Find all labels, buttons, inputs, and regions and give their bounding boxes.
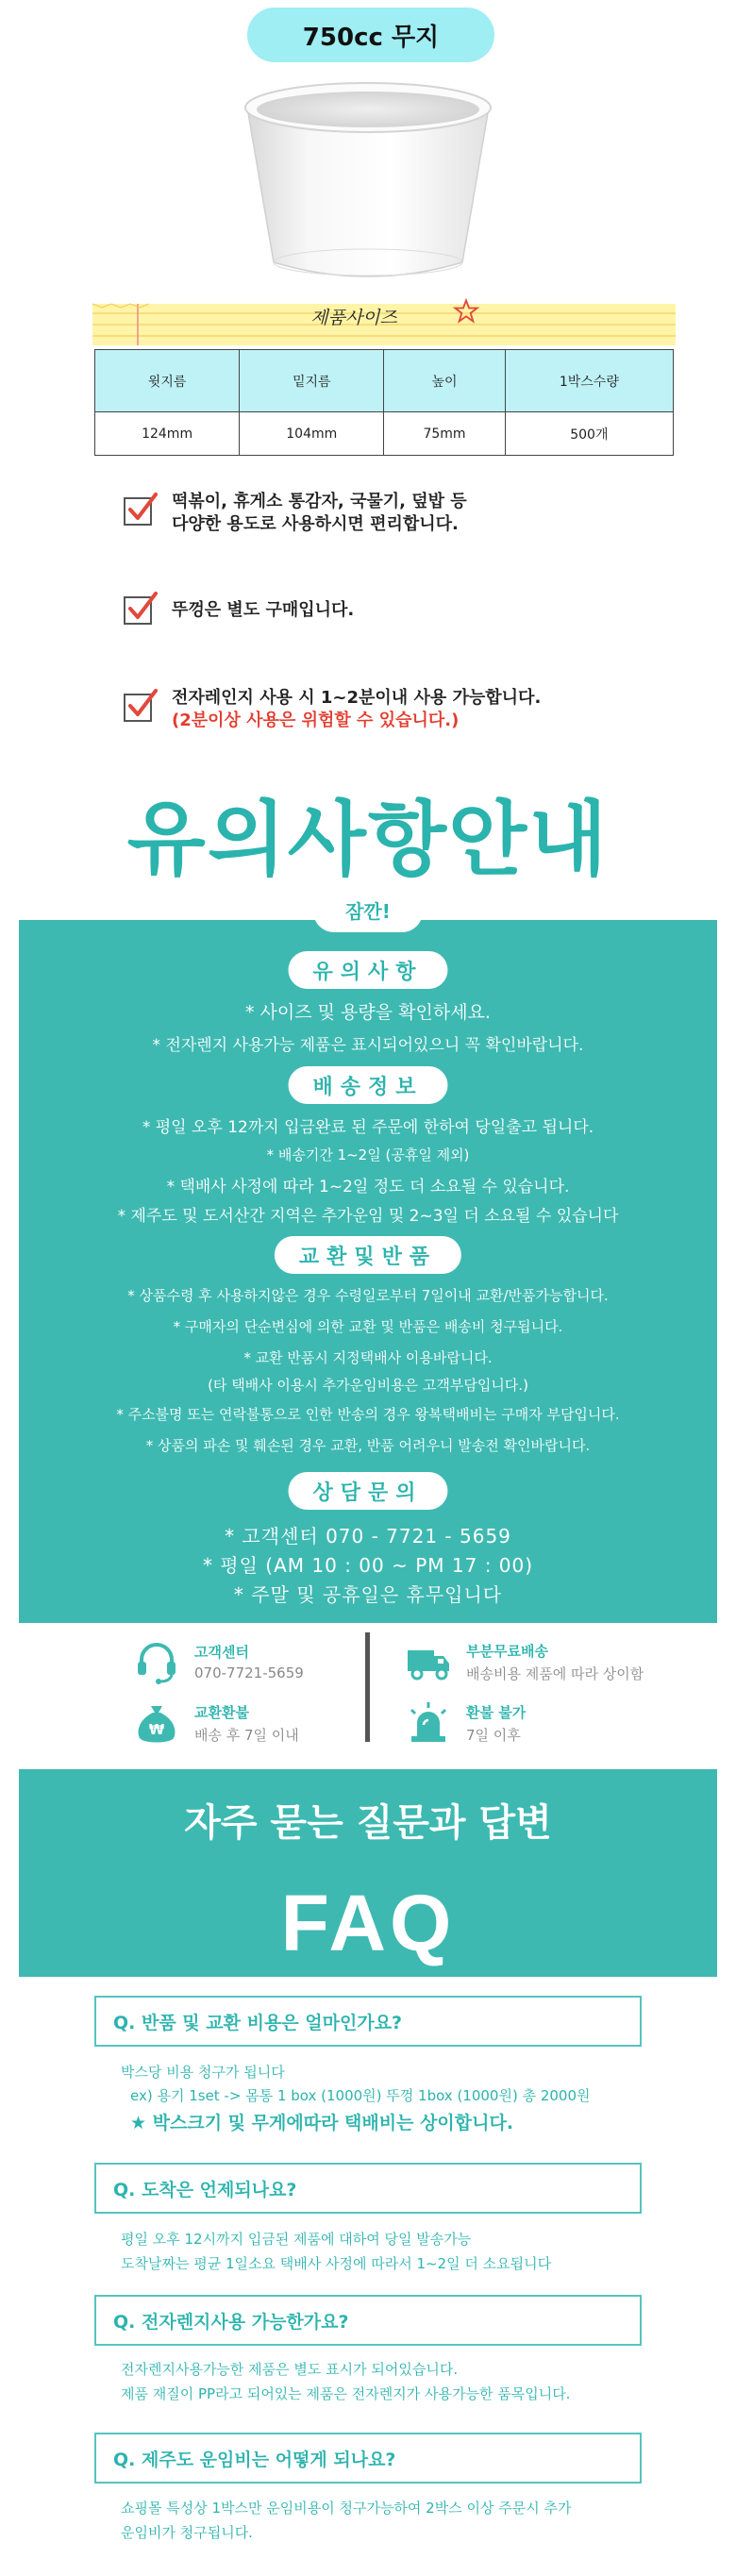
note-text: 전자레인지 사용 시 1~2분이내 사용 가능합니다. xyxy=(172,688,542,708)
notice-line: * 주소불명 또는 연락불통으로 인한 반송의 경우 왕복택배비는 구매자 부담입니다. xyxy=(116,1406,620,1423)
faq-question-microwave[interactable]: Q. 전자렌지사용 가능한가요? xyxy=(94,2295,642,2346)
note-text: 떡볶이, 휴게소 통감자, 국물기, 덮밥 등 xyxy=(172,492,467,511)
size-label: 제품사이즈 xyxy=(310,308,397,328)
faq-answer: 전자렌지사용가능한 제품은 별도 표시가 되어있습니다. xyxy=(121,2361,459,2378)
info-no-refund xyxy=(404,1698,526,1748)
notice-heading: 유의사항안내 xyxy=(126,793,610,887)
info-title: 고객센터 xyxy=(194,1644,249,1661)
siren-icon xyxy=(404,1698,453,1748)
section-title-shipping: 배송정보 xyxy=(288,1066,447,1104)
faq-answer: 쇼핑몰 특성상 1박스만 운임비용이 청구가능하여 2박스 이상 주문시 추가 xyxy=(121,2500,572,2517)
star-icon xyxy=(453,298,479,325)
info-customer-center xyxy=(132,1637,304,1686)
notice-line: * 사이즈 및 용량을 확인하세요. xyxy=(245,1002,491,1023)
checkbox-checked-icon xyxy=(123,491,159,527)
info-divider xyxy=(365,1632,370,1742)
money-bag-icon xyxy=(132,1698,181,1748)
attention-tag: 잠깐! xyxy=(313,887,423,932)
checkbox-checked-icon xyxy=(123,590,159,626)
svg-text:₩: ₩ xyxy=(148,1721,165,1738)
section-title-return: 교환및반품 xyxy=(275,1236,461,1274)
faq-answer: 평일 오후 12시까지 입금된 제품에 대하여 당일 발송가능 xyxy=(121,2231,472,2248)
faq-subtitle: 자주 묻는 질문과 답변 xyxy=(184,1801,552,1845)
notice-line: * 평일 오후 12까지 입금완료 된 주문에 한하여 당일출고 됩니다. xyxy=(142,1118,594,1137)
checkbox-checked-icon xyxy=(123,687,159,723)
spec-value: 75mm xyxy=(384,412,505,456)
faq-answer: 운임비가 청구됩니다. xyxy=(121,2524,253,2541)
product-title: 750cc 무지 xyxy=(247,8,494,62)
note-warning-text: (2분이상 사용은 위험할 수 있습니다.) xyxy=(172,711,460,731)
section-title-caution: 유의사항 xyxy=(288,951,447,989)
spec-table xyxy=(94,349,674,456)
notice-line: * 고객센터 070 - 7721 - 5659 xyxy=(225,1525,511,1547)
faq-question-arrival[interactable]: Q. 도착은 언제되나요? xyxy=(94,2163,642,2214)
note-microwave xyxy=(123,687,541,733)
info-refund xyxy=(132,1698,299,1748)
notice-line: (타 택배사 이용시 추가운임비용은 고객부담입니다.) xyxy=(208,1377,528,1394)
info-title: 부분무료배송 xyxy=(466,1642,548,1660)
notice-line: * 주말 및 공휴일은 휴무입니다 xyxy=(233,1583,503,1606)
faq-title: FAQ xyxy=(280,1879,456,1967)
info-sub: 배송비용 제품에 따라 상이함 xyxy=(466,1664,644,1682)
info-sub: 7일 이후 xyxy=(466,1726,521,1744)
spec-header: 윗지름 xyxy=(95,350,240,412)
notice-line: * 배송기간 1~2일 (공휴일 제외) xyxy=(266,1146,470,1163)
notice-line: * 상품의 파손 및 훼손된 경우 교환, 반품 어려우니 발송전 확인바랍니다. xyxy=(145,1437,591,1454)
notice-line: * 택배사 사정에 따라 1~2일 정도 더 소요될 수 있습니다. xyxy=(166,1178,570,1196)
info-sub: 배송 후 7일 이내 xyxy=(194,1726,299,1744)
notice-line: * 교환 반품시 지정택배사 이용바랍니다. xyxy=(243,1349,493,1366)
info-title: 환불 불가 xyxy=(466,1703,527,1721)
truck-icon xyxy=(404,1637,453,1686)
spec-header: 밑지름 xyxy=(240,350,384,412)
note-text: 뚜껑은 별도 구매입니다. xyxy=(172,600,355,620)
notice-line: * 제주도 및 도서산간 지역은 추가운임 및 2~3일 더 소요될 수 있습니다 xyxy=(117,1207,619,1226)
spec-header-row xyxy=(95,350,674,412)
notice-line: * 상품수령 후 사용하지않은 경우 수령일로부터 7일이내 교환/반품가능합니다. xyxy=(127,1287,609,1304)
headset-icon xyxy=(132,1637,181,1686)
faq-question-return-cost[interactable]: Q. 반품 및 교환 비용은 얼마인가요? xyxy=(94,1996,642,2047)
spec-header: 높이 xyxy=(384,350,505,412)
notice-line: * 구매자의 단순변심에 의한 교환 및 반품은 배송비 청구됩니다. xyxy=(173,1318,563,1335)
faq-question-jeju[interactable]: Q. 제주도 운임비는 어떻게 되나요? xyxy=(94,2433,642,2484)
info-sub: 070-7721-5659 xyxy=(194,1664,304,1681)
spec-value: 500개 xyxy=(505,412,673,456)
faq-answer: ex) 용기 1set -> 몸통 1 box (1000원) 뚜껑 1box (1000원) 총 2000원 xyxy=(130,2087,591,2104)
spec-value-row xyxy=(95,412,674,456)
section-title-contact: 상담문의 xyxy=(288,1472,447,1510)
notice-line: * 전자렌지 사용가능 제품은 표시되어있으니 꼭 확인바랍니다. xyxy=(152,1036,584,1055)
faq-answer: ★ 박스크기 및 무게에따라 택배비는 상이합니다. xyxy=(130,2113,514,2133)
spec-value: 124mm xyxy=(95,412,240,456)
notice-line: * 평일 (AM 10 : 00 ~ PM 17 : 00) xyxy=(202,1554,534,1577)
info-title: 교환환불 xyxy=(194,1703,249,1721)
faq-answer: 제품 재질이 PP라고 되어있는 제품은 전자렌지가 사용가능한 품목입니다. xyxy=(121,2385,571,2402)
note-lid xyxy=(123,590,354,626)
info-shipping xyxy=(404,1637,644,1686)
faq-answer: 도착날짜는 평균 1일소요 택배사 사정에 따라서 1~2일 더 소요됩니다 xyxy=(121,2255,552,2272)
note-usage xyxy=(123,491,467,537)
note-text: 다양한 용도로 사용하시면 편리합니다. xyxy=(172,514,459,535)
faq-answer: 박스당 비용 청구가 됩니다 xyxy=(121,2064,285,2081)
spec-header: 1박스수량 xyxy=(505,350,673,412)
spec-value: 104mm xyxy=(240,412,384,456)
paper-cup-image xyxy=(236,77,500,294)
